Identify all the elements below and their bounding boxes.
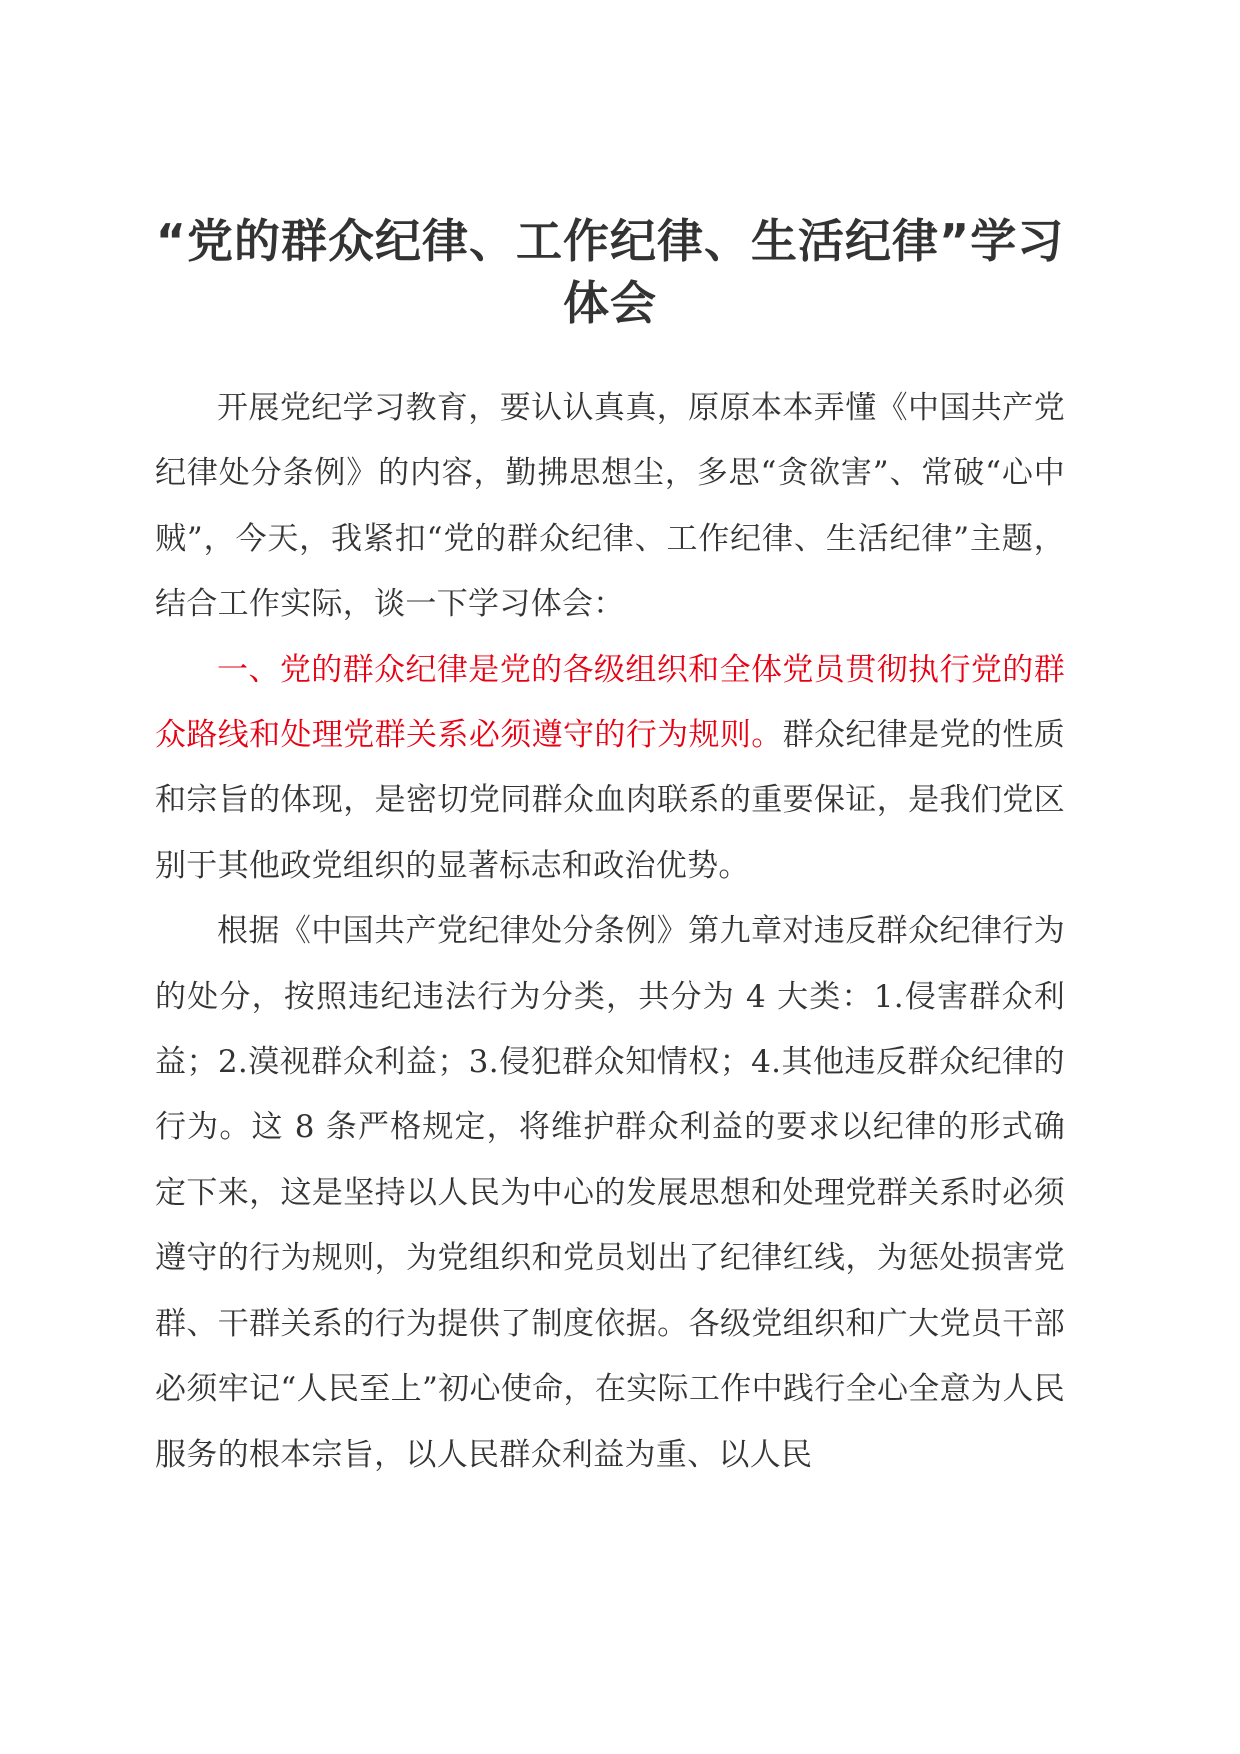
- title-line-2: 体会: [563, 276, 657, 330]
- section-1-text: 群众纪律是党的性质和宗旨的体现，是密切党同群众血肉联系的重要保证，是我们党区别于其他政党组织的显著标志和政治优势。: [155, 717, 1065, 884]
- paragraph-section-1: [155, 638, 1065, 900]
- document-title: [155, 210, 1065, 334]
- section-1-heading: 一、党的群众纪律是党的各级组织和全体党员贯彻执行党的群众路线和处理党群关系必须遵守的行为规则。: [155, 651, 1065, 754]
- paragraph-intro: [155, 376, 1065, 638]
- paragraph-regulation-text: 根据《中国共产党纪律处分条例》第九章对违反群众纪律行为的处分，按照违纪违法行为分类，共分为 4 大类：1.侵害群众利益；2.漠视群众利益；3.侵犯群众知情权；4.其他违反群众纪律的行为。这 8 条严格规定，将维护群众利益的要求以纪律的形式确定下来，这是坚持以人民为中心的发展思想和处理党群关系时必须遵守的行为规则，为党组织和党员划出了纪律红线，为惩处损害党群、干群关系的行为提供了制度依据。各级党组织和广大党员干部必须牢记“人民至上”初心使命，在实际工作中践行全心全意为人民服务的根本宗旨，以人民群众利益为重、以人民: [155, 913, 1065, 1473]
- document-page: [155, 210, 1065, 1488]
- title-line-1: “党的群众纪律、工作纪律、生活纪律”学习: [155, 214, 1065, 268]
- paragraph-regulation: [155, 899, 1065, 1488]
- paragraph-intro-text: 开展党纪学习教育，要认认真真，原原本本弄懂《中国共产党纪律处分条例》的内容，勤拂思想尘，多思“贪欲害”、常破“心中贼”，今天，我紧扣“党的群众纪律、工作纪律、生活纪律”主题，结合工作实际，谈一下学习体会：: [155, 390, 1065, 623]
- document-body: [155, 376, 1065, 1488]
